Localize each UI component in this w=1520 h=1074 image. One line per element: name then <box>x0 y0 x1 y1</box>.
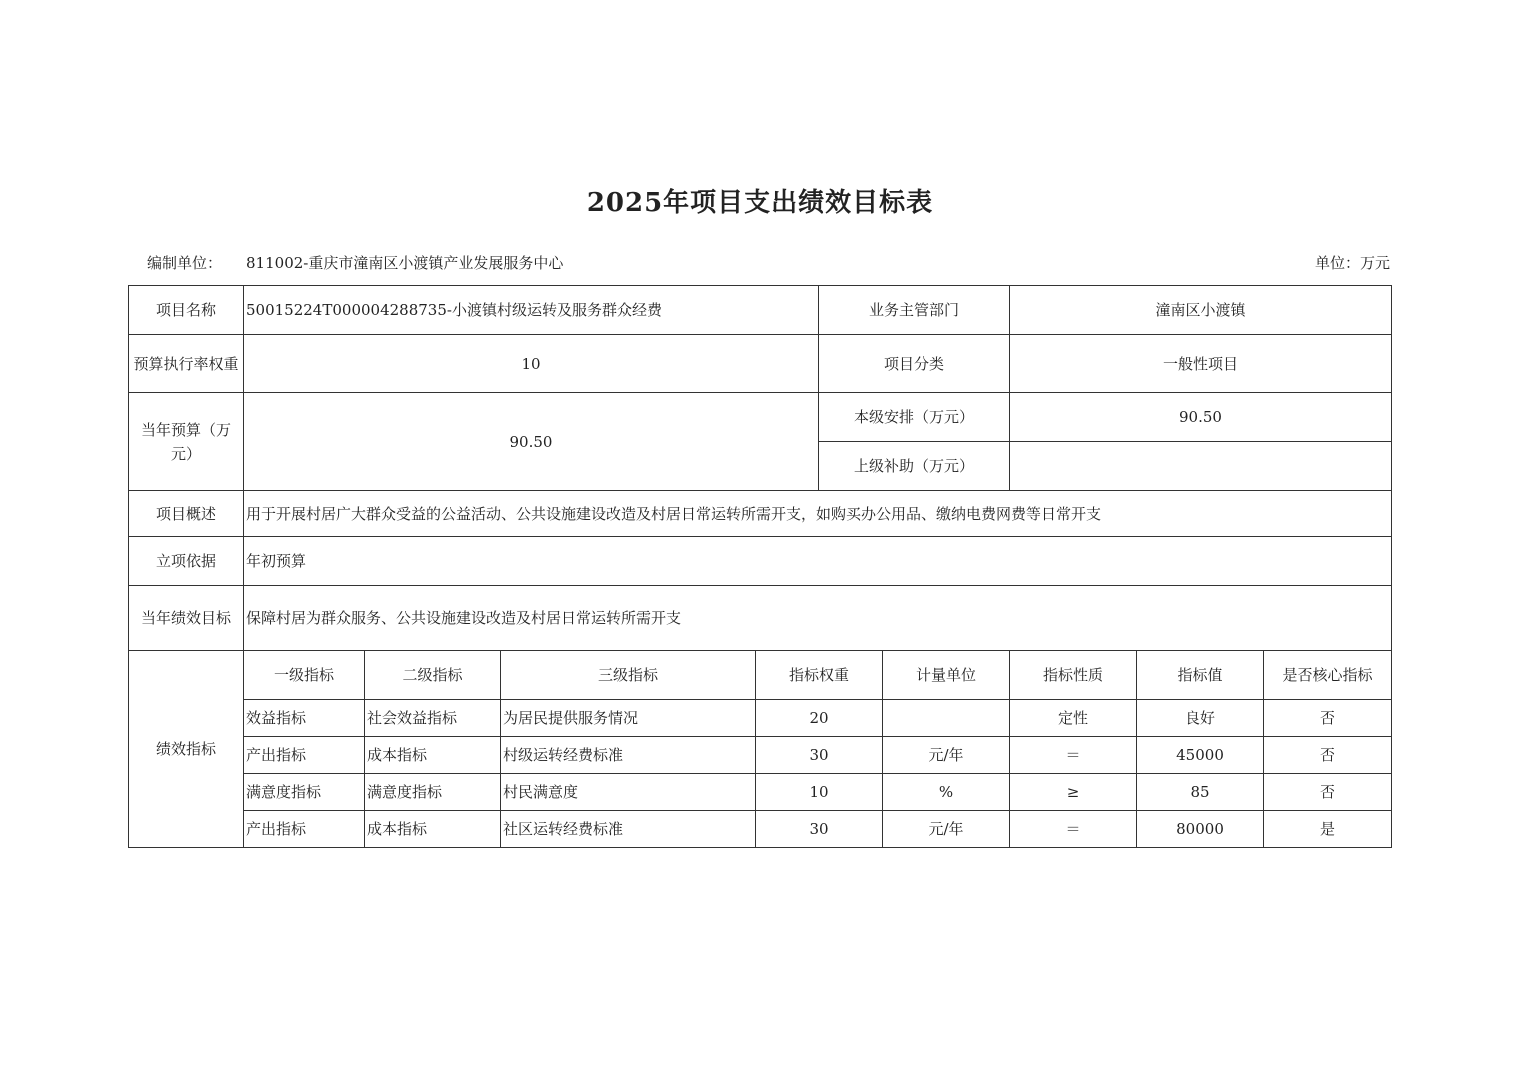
indicator-header-row <box>129 651 1392 700</box>
overview-value: 用于开展村居广大群众受益的公益活动、公共设施建设改造及村居日常运转所需开支，如购买办公用品、缴纳电费网费等日常开支 <box>244 491 1392 537</box>
header-nature: 指标性质 <box>1010 651 1137 700</box>
cell-weight: 20 <box>756 700 883 737</box>
cell-nature: ＝ <box>1010 811 1137 848</box>
local-value: 90.50 <box>1010 393 1392 442</box>
header-level2: 二级指标 <box>365 651 501 700</box>
basis-label: 立项依据 <box>129 537 244 586</box>
cell-weight: 30 <box>756 737 883 774</box>
cell-core: 否 <box>1264 700 1392 737</box>
cell-level2: 满意度指标 <box>365 774 501 811</box>
cell-nature: 定性 <box>1010 700 1137 737</box>
cell-core: 是 <box>1264 811 1392 848</box>
cell-unit: 元/年 <box>883 737 1010 774</box>
row-goal <box>129 586 1392 651</box>
money-unit: 单位：万元 <box>1314 254 1390 272</box>
budget-value: 90.50 <box>244 393 819 491</box>
project-name-label: 项目名称 <box>129 286 244 335</box>
basis-value: 年初预算 <box>244 537 1392 586</box>
budget-label: 当年预算（万元） <box>129 393 244 491</box>
cell-level2: 社会效益指标 <box>365 700 501 737</box>
header-weight: 指标权重 <box>756 651 883 700</box>
cell-unit <box>883 700 1010 737</box>
cell-level3: 社区运转经费标准 <box>501 811 756 848</box>
row-overview <box>129 491 1392 537</box>
cell-level3: 为居民提供服务情况 <box>501 700 756 737</box>
table-row <box>129 811 1392 848</box>
category-label: 项目分类 <box>819 335 1010 393</box>
header-level1: 一级指标 <box>244 651 365 700</box>
header-level3: 三级指标 <box>501 651 756 700</box>
overview-label: 项目概述 <box>129 491 244 537</box>
cell-level2: 成本指标 <box>365 811 501 848</box>
cell-nature: ＝ <box>1010 737 1137 774</box>
cell-level1: 产出指标 <box>244 737 365 774</box>
goal-label: 当年绩效目标 <box>129 586 244 651</box>
compile-unit-label: 编制单位： <box>147 254 223 272</box>
indicator-section-label: 绩效指标 <box>129 651 244 848</box>
cell-level3: 村级运转经费标准 <box>501 737 756 774</box>
weight-value: 10 <box>244 335 819 393</box>
cell-level1: 产出指标 <box>244 811 365 848</box>
cell-nature: ≥ <box>1010 774 1137 811</box>
cell-unit: 元/年 <box>883 811 1010 848</box>
cell-value: 80000 <box>1137 811 1264 848</box>
table-row <box>129 737 1392 774</box>
upper-label: 上级补助（万元） <box>819 442 1010 491</box>
cell-level1: 满意度指标 <box>244 774 365 811</box>
cell-value: 85 <box>1137 774 1264 811</box>
table-row <box>129 774 1392 811</box>
row-budget <box>129 393 1392 442</box>
row-basis <box>129 537 1392 586</box>
header-core: 是否核心指标 <box>1264 651 1392 700</box>
header-unit: 计量单位 <box>883 651 1010 700</box>
category-value: 一般性项目 <box>1010 335 1392 393</box>
page-title: 2025年项目支出绩效目标表 <box>586 188 934 218</box>
weight-label: 预算执行率权重 <box>129 335 244 393</box>
cell-weight: 10 <box>756 774 883 811</box>
table-row <box>129 700 1392 737</box>
cell-level1: 效益指标 <box>244 700 365 737</box>
row-project-name <box>129 286 1392 335</box>
local-label: 本级安排（万元） <box>819 393 1010 442</box>
cell-level2: 成本指标 <box>365 737 501 774</box>
cell-value: 良好 <box>1137 700 1264 737</box>
dept-value: 潼南区小渡镇 <box>1010 286 1392 335</box>
performance-table <box>128 285 1392 848</box>
compile-unit <box>147 252 563 273</box>
cell-level3: 村民满意度 <box>501 774 756 811</box>
compile-unit-value: 811002-重庆市潼南区小渡镇产业发展服务中心 <box>246 254 564 272</box>
header-value: 指标值 <box>1137 651 1264 700</box>
cell-unit: % <box>883 774 1010 811</box>
dept-label: 业务主管部门 <box>819 286 1010 335</box>
cell-value: 45000 <box>1137 737 1264 774</box>
goal-value: 保障村居为群众服务、公共设施建设改造及村居日常运转所需开支 <box>244 586 1392 651</box>
cell-weight: 30 <box>756 811 883 848</box>
row-weight <box>129 335 1392 393</box>
project-name-value: 50015224T000004288735-小渡镇村级运转及服务群众经费 <box>244 286 819 335</box>
cell-core: 否 <box>1264 774 1392 811</box>
cell-core: 否 <box>1264 737 1392 774</box>
upper-value <box>1010 442 1392 491</box>
